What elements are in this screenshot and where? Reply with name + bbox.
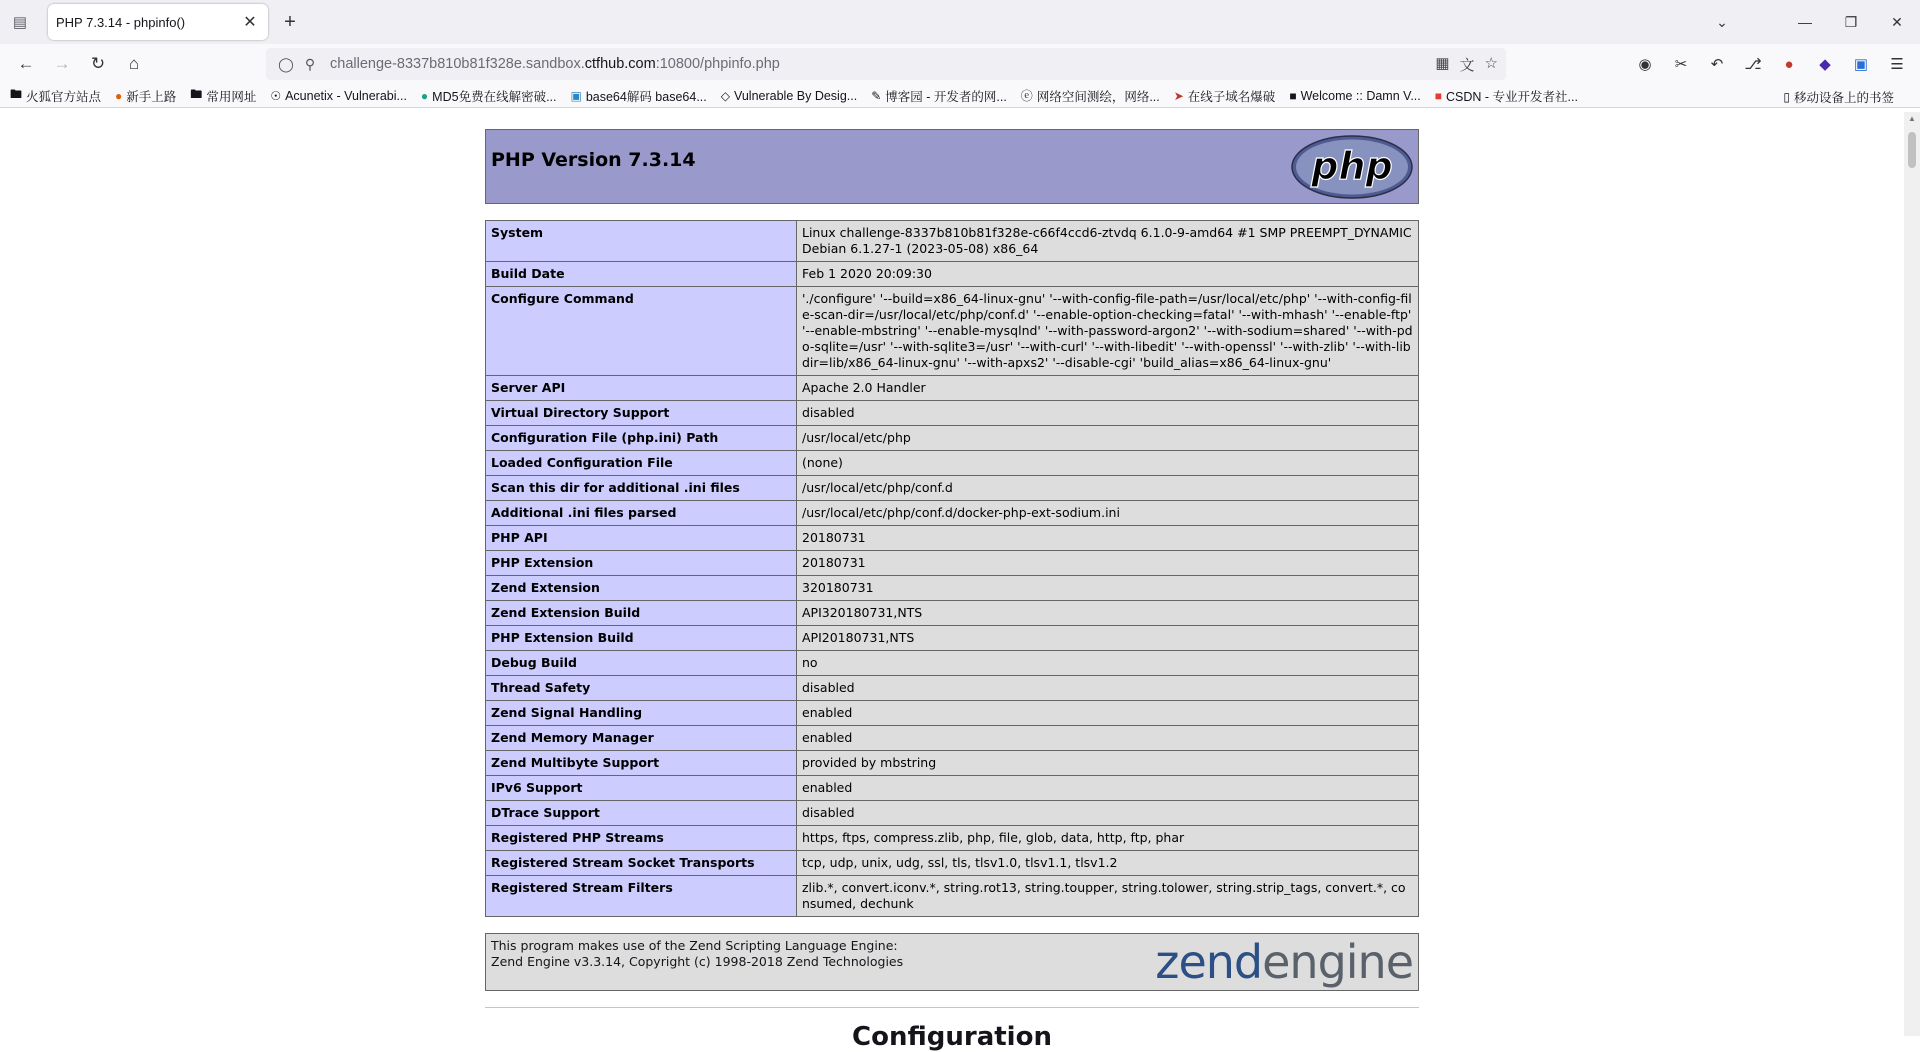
info-table [485, 220, 1419, 917]
csdn-icon: ■ [1434, 88, 1442, 103]
dvwa-icon: ■ [1289, 88, 1297, 103]
row-label: Thread Safety [486, 676, 797, 701]
php-version-header [485, 129, 1419, 204]
rocket-icon: ➤ [1173, 88, 1184, 103]
toolbar-extensions [1630, 48, 1912, 80]
row-value: /usr/local/etc/php [797, 426, 1419, 451]
bookmark-label: CSDN - 专业开发者社... [1446, 89, 1578, 104]
table-row [486, 526, 1419, 551]
row-value: disabled [797, 676, 1419, 701]
page-viewport [0, 112, 1904, 1052]
table-row [486, 801, 1419, 826]
chevron-down-icon[interactable]: ⌄ [1716, 13, 1728, 30]
table-row [486, 776, 1419, 801]
pen-icon: ✎ [871, 88, 882, 103]
row-value: zlib.*, convert.iconv.*, string.rot13, string.toupper, string.tolower, string.strip_tags, convert.*, consumed, dechunk [797, 876, 1419, 917]
url-host-domain: ctfhub.com [584, 56, 656, 72]
row-value: API320180731,NTS [797, 601, 1419, 626]
close-window-button[interactable]: ✕ [1891, 13, 1903, 30]
row-value: 20180731 [797, 526, 1419, 551]
bookmark-label: MD5免费在线解密破... [432, 89, 557, 104]
row-value: API20180731,NTS [797, 626, 1419, 651]
bookmark-item[interactable] [115, 87, 176, 105]
zend-credits [491, 938, 903, 986]
bookmark-label: Acunetix - Vulnerabi... [285, 88, 407, 103]
row-label: PHP API [486, 526, 797, 551]
row-label: PHP Extension Build [486, 626, 797, 651]
row-value: disabled [797, 401, 1419, 426]
php-logo-icon[interactable] [1291, 135, 1413, 199]
minimize-button[interactable]: — [1798, 14, 1812, 30]
bookmark-label: Welcome :: Damn V... [1300, 88, 1421, 103]
row-label: DTrace Support [486, 801, 797, 826]
fofa-icon: ⓔ [1020, 89, 1033, 103]
row-label: IPv6 Support [486, 776, 797, 801]
row-label: Configuration File (php.ini) Path [486, 426, 797, 451]
row-value: Linux challenge-8337b810b81f328e-c66f4ccd6-ztvdq 6.1.0-9-amd64 #1 SMP PREEMPT_DYNAMIC Debian 6.1.27-1 (2023-05-08) x86_64 [797, 221, 1419, 262]
zend-logo-icon[interactable] [1155, 935, 1413, 989]
bookmark-item[interactable] [1174, 87, 1276, 105]
configuration-heading: Configuration [852, 1022, 1052, 1052]
row-label: Zend Multibyte Support [486, 751, 797, 776]
row-value: https, ftps, compress.zlib, php, file, glob, data, http, ftp, phar [797, 826, 1419, 851]
bookmarks-toolbar [0, 84, 1920, 108]
bookmark-item[interactable] [10, 85, 101, 106]
bookmark-label: Vulnerable By Desig... [733, 88, 858, 103]
row-label: Build Date [486, 262, 797, 287]
restore-button[interactable]: ❐ [1844, 13, 1858, 30]
row-label: Server API [486, 376, 797, 401]
tab-title: PHP 7.3.14 - phpinfo() [56, 14, 186, 30]
mobile-bookmarks[interactable] [1783, 88, 1894, 106]
row-value: enabled [797, 701, 1419, 726]
row-label: Configure Command [486, 287, 797, 376]
table-row [486, 701, 1419, 726]
php-logo-text: php [1311, 143, 1393, 188]
tab-list-icon[interactable]: ▤ [12, 14, 28, 31]
row-label: Zend Memory Manager [486, 726, 797, 751]
scrollbar-thumb[interactable] [1908, 132, 1916, 168]
url-text[interactable] [330, 56, 1435, 72]
bookmark-label: 新手上路 [126, 89, 177, 104]
row-value: enabled [797, 726, 1419, 751]
new-tab-button[interactable]: + [284, 10, 296, 33]
active-tab[interactable] [48, 4, 268, 40]
table-row [486, 726, 1419, 751]
section-divider [485, 1007, 1419, 1008]
row-label: Additional .ini files parsed [486, 501, 797, 526]
row-label: Registered Stream Filters [486, 876, 797, 917]
row-value: './configure' '--build=x86_64-linux-gnu' '--with-config-file-path=/usr/local/etc/php' '--with-config-file-scan-dir=/usr/local/etc/php/conf.d' '--enable-option-checking=fatal' '--with-mhash' '--enable-ftp' '--enable-mbstring' '--enable-mysqlnd' '--with-password-argon2' '--with-sodium=shared' '--with-pdo-sqlite=/usr' '--with-sqlite3=/usr' '--with-curl' '--with-libedit' '--with-openssl' '--with-zlib' '--with-libdir=lib/x86_64-linux-gnu' '--with-apxs2' '--disable-cgi' 'build_alias=x86_64-linux-gnu' [797, 287, 1419, 376]
firefox-icon: ● [115, 88, 123, 103]
zend-engine-box [485, 933, 1419, 991]
row-label: PHP Extension [486, 551, 797, 576]
star-icon[interactable]: ☆ [1484, 54, 1498, 72]
bookmark-item[interactable] [1435, 87, 1578, 105]
screenshot-icon[interactable]: ✂ [1674, 56, 1688, 73]
row-label: System [486, 221, 797, 262]
bookmark-label: 移动设备上的书签 [1793, 91, 1894, 105]
row-label: Registered PHP Streams [486, 826, 797, 851]
image-icon: ▣ [570, 88, 582, 103]
table-row [486, 876, 1419, 917]
row-value: disabled [797, 801, 1419, 826]
cube-icon: ◇ [720, 88, 730, 103]
home-button[interactable]: ⌂ [128, 54, 140, 73]
table-row [486, 376, 1419, 401]
row-value: Apache 2.0 Handler [797, 376, 1419, 401]
close-icon[interactable]: ✕ [243, 14, 257, 31]
table-row [486, 676, 1419, 701]
bookmark-item[interactable] [190, 85, 256, 106]
addon-badge-icon[interactable]: ● [1784, 55, 1794, 73]
zend-credit-line: This program makes use of the Zend Scripting Language Engine: [491, 938, 898, 953]
zend-credit-line: Zend Engine v3.3.14, Copyright (c) 1998-2018 Zend Technologies [491, 954, 904, 969]
row-label: Debug Build [486, 651, 797, 676]
extensions-icon[interactable]: ⎇ [1744, 56, 1762, 73]
row-label: Zend Extension [486, 576, 797, 601]
bookmark-item[interactable] [1021, 87, 1160, 105]
table-row [486, 826, 1419, 851]
table-row [486, 401, 1419, 426]
account-icon[interactable]: ◉ [1638, 56, 1652, 73]
row-value: tcp, udp, unix, udg, ssl, tls, tlsv1.0, tlsv1.1, tlsv1.2 [797, 851, 1419, 876]
table-row [486, 551, 1419, 576]
forward-button[interactable]: → [53, 54, 71, 73]
row-value: (none) [797, 451, 1419, 476]
md5-icon: ● [420, 88, 429, 103]
row-label: Registered Stream Socket Transports [486, 851, 797, 876]
mobile-icon: ▯ [1783, 90, 1790, 104]
row-label: Zend Signal Handling [486, 701, 797, 726]
row-label: Loaded Configuration File [486, 451, 797, 476]
row-value: enabled [797, 776, 1419, 801]
table-row [486, 221, 1419, 262]
globe-icon: ☉ [270, 88, 282, 103]
bookmark-label: 火狐官方站点 [26, 89, 102, 104]
row-value: Feb 1 2020 20:09:30 [797, 262, 1419, 287]
page-title: PHP Version 7.3.14 [491, 148, 696, 171]
table-row [486, 476, 1419, 501]
qr-code-icon[interactable]: ▦ [1435, 54, 1450, 72]
shield-icon[interactable]: ◯ [278, 55, 294, 72]
addon-translate-icon[interactable]: ▣ [1853, 56, 1869, 73]
window-controls [1702, 0, 1920, 44]
table-row [486, 626, 1419, 651]
row-label: Zend Extension Build [486, 601, 797, 626]
bookmark-item[interactable] [721, 89, 857, 103]
bookmark-label: 博客园 - 开发者的网... [885, 89, 1007, 104]
row-value: /usr/local/etc/php/conf.d/docker-php-ext-sodium.ini [797, 501, 1419, 526]
undo-icon[interactable]: ↶ [1710, 56, 1724, 73]
table-row [486, 426, 1419, 451]
url-actions [1435, 54, 1498, 75]
url-path: :10800/phpinfo.php [655, 56, 780, 72]
menu-icon[interactable]: ☰ [1890, 56, 1904, 73]
row-value: no [797, 651, 1419, 676]
row-value: /usr/local/etc/php/conf.d [797, 476, 1419, 501]
folder-icon: 🖿 [10, 87, 23, 101]
bookmark-label: 网络空间测绘，网络... [1036, 89, 1160, 104]
table-row [486, 262, 1419, 287]
row-value: 20180731 [797, 551, 1419, 576]
bookmark-label: base64解码 base64... [585, 89, 707, 104]
bookmark-item[interactable] [1289, 89, 1420, 103]
table-row [486, 451, 1419, 476]
row-value: provided by mbstring [797, 751, 1419, 776]
bookmark-label: 常用网址 [206, 89, 257, 104]
bookmark-item[interactable] [270, 89, 407, 103]
scroll-up-icon[interactable]: ▲ [1908, 114, 1916, 123]
table-row [486, 751, 1419, 776]
url-host-prefix: challenge-8337b810b81f328e.sandbox. [330, 56, 585, 72]
translate-icon[interactable]: 文 [1459, 56, 1475, 74]
table-row [486, 576, 1419, 601]
folder-icon: 🖿 [190, 87, 203, 101]
bookmark-item[interactable] [871, 87, 1007, 105]
lock-icon[interactable]: ⚲ [304, 55, 316, 72]
phpinfo-container [485, 129, 1419, 1052]
row-label: Scan this dir for additional .ini files [486, 476, 797, 501]
bookmark-item[interactable] [421, 87, 557, 105]
reload-button[interactable]: ↻ [90, 54, 106, 73]
zend-logo-text: engine [1262, 935, 1413, 989]
vertical-scrollbar[interactable] [1904, 112, 1920, 1036]
url-bar[interactable] [266, 48, 1506, 80]
table-row [486, 287, 1419, 376]
addon-diamond-icon[interactable]: ◆ [1819, 56, 1831, 73]
back-button[interactable]: ← [17, 54, 35, 73]
row-value: 320180731 [797, 576, 1419, 601]
zend-logo-text: zend [1155, 935, 1263, 989]
table-row [486, 851, 1419, 876]
tab-bar [0, 0, 1920, 44]
bookmark-label: 在线子域名爆破 [1187, 89, 1276, 104]
table-row [486, 601, 1419, 626]
table-row [486, 651, 1419, 676]
bookmark-item[interactable] [570, 87, 706, 105]
table-row [486, 501, 1419, 526]
row-label: Virtual Directory Support [486, 401, 797, 426]
